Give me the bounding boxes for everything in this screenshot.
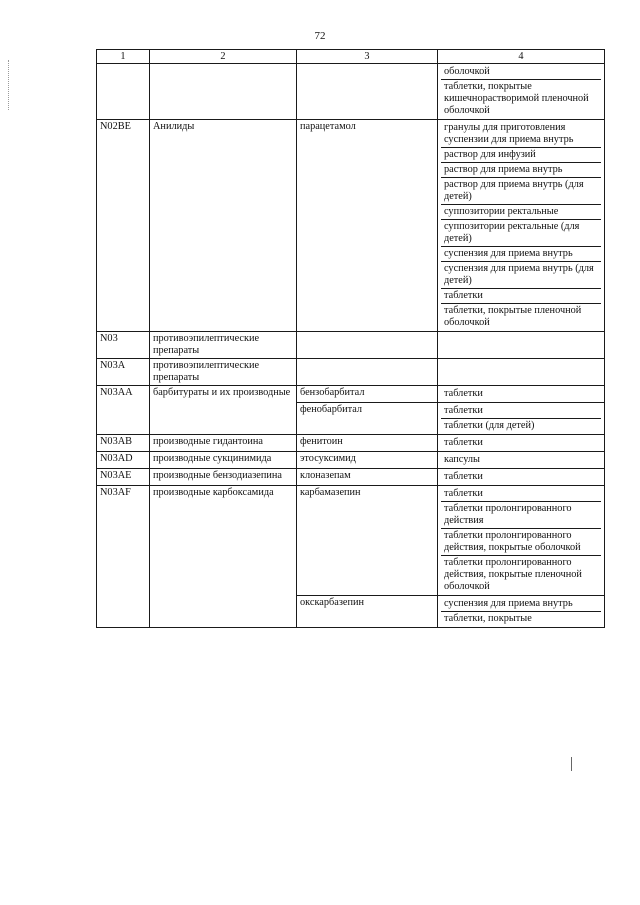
scan-edge-mark xyxy=(571,757,572,771)
dosage-forms-cell xyxy=(438,64,605,120)
dosage-form: таблетки пролонгированного действия xyxy=(441,501,601,528)
table-row xyxy=(97,386,605,403)
dosage-forms-cell xyxy=(438,486,605,596)
margin-scan-marks xyxy=(8,60,11,110)
drug-cell: фенобарбитал xyxy=(297,403,438,435)
dosage-form: таблетки, покрытые пленочной оболочкой xyxy=(441,303,601,330)
group-cell: производные карбоксамида xyxy=(150,486,297,628)
drug-cell: бензобарбитал xyxy=(297,386,438,403)
group-cell: противоэпилептические препараты xyxy=(150,359,297,386)
column-header: 3 xyxy=(297,50,438,64)
atc-code-cell: N02BE xyxy=(97,120,150,332)
dosage-forms-cell xyxy=(438,332,605,359)
group-cell: Анилиды xyxy=(150,120,297,332)
table-row xyxy=(97,359,605,386)
dosage-form: таблетки xyxy=(444,471,483,482)
drug-cell: окскарбазепин xyxy=(297,596,438,628)
dosage-form: оболочкой xyxy=(444,66,490,77)
dosage-form: таблетки, покрытые xyxy=(441,611,601,626)
dosage-form: таблетки, покрытые кишечнорастворимой пленочной оболочкой xyxy=(441,79,601,118)
dosage-form: гранулы для приготовления суспензии для приема внутрь xyxy=(444,122,574,145)
drug-list-table xyxy=(96,49,605,628)
atc-code-cell: N03AE xyxy=(97,469,150,486)
atc-code-cell: N03A xyxy=(97,359,150,386)
dosage-form: таблетки пролонгированного действия, покрытые пленочной оболочкой xyxy=(441,555,601,594)
dosage-forms-cell xyxy=(438,452,605,469)
atc-code-cell: N03 xyxy=(97,332,150,359)
atc-code-cell: N03AB xyxy=(97,435,150,452)
drug-cell xyxy=(297,64,438,120)
dosage-forms-cell xyxy=(438,120,605,332)
group-cell xyxy=(150,64,297,120)
dosage-forms-cell xyxy=(438,435,605,452)
table-row xyxy=(97,120,605,332)
dosage-forms-cell xyxy=(438,596,605,628)
dosage-forms-cell xyxy=(438,359,605,386)
dosage-forms-cell xyxy=(438,469,605,486)
dosage-form: суспензия для приема внутрь (для детей) xyxy=(441,261,601,288)
group-cell: производные бензодиазепина xyxy=(150,469,297,486)
dosage-form: таблетки xyxy=(444,405,483,416)
dosage-forms-cell xyxy=(438,386,605,403)
atc-code-cell: N03AF xyxy=(97,486,150,628)
dosage-form: таблетки xyxy=(444,437,483,448)
table-row xyxy=(97,452,605,469)
group-cell: барбитураты и их производные xyxy=(150,386,297,435)
page-number: 72 xyxy=(314,30,326,42)
dosage-form: таблетки xyxy=(444,388,483,399)
dosage-form: суспензия для приема внутрь xyxy=(441,246,601,261)
dosage-form: раствор для приема внутрь (для детей) xyxy=(441,177,601,204)
table-row xyxy=(97,435,605,452)
dosage-form: суппозитории ректальные (для детей) xyxy=(441,219,601,246)
column-header: 1 xyxy=(97,50,150,64)
table-header-row xyxy=(97,50,605,64)
table-row xyxy=(97,469,605,486)
drug-cell: парацетамол xyxy=(297,120,438,332)
drug-cell: карбамазепин xyxy=(297,486,438,596)
dosage-forms-cell xyxy=(438,403,605,435)
drug-cell: фенитоин xyxy=(297,435,438,452)
dosage-form: таблетки xyxy=(441,288,601,303)
group-cell: производные гидантоина xyxy=(150,435,297,452)
atc-code-cell: N03AA xyxy=(97,386,150,435)
column-header: 4 xyxy=(438,50,605,64)
atc-code-cell xyxy=(97,64,150,120)
dosage-form: таблетки пролонгированного действия, покрытые оболочкой xyxy=(441,528,601,555)
table-row xyxy=(97,332,605,359)
table-row xyxy=(97,486,605,596)
dosage-form: капсулы xyxy=(444,454,480,465)
group-cell: противоэпилептические препараты xyxy=(150,332,297,359)
dosage-form: суппозитории ректальные xyxy=(441,204,601,219)
dosage-form: суспензия для приема внутрь xyxy=(444,598,573,609)
drug-cell: этосуксимид xyxy=(297,452,438,469)
drug-cell xyxy=(297,359,438,386)
drug-cell: клоназепам xyxy=(297,469,438,486)
atc-code-cell: N03AD xyxy=(97,452,150,469)
dosage-form: раствор для приема внутрь xyxy=(441,162,601,177)
dosage-form: таблетки xyxy=(444,488,483,499)
group-cell: производные сукцинимида xyxy=(150,452,297,469)
dosage-form: таблетки (для детей) xyxy=(441,418,601,433)
drug-cell xyxy=(297,332,438,359)
table-row xyxy=(97,64,605,120)
column-header: 2 xyxy=(150,50,297,64)
dosage-form: раствор для инфузий xyxy=(441,147,601,162)
